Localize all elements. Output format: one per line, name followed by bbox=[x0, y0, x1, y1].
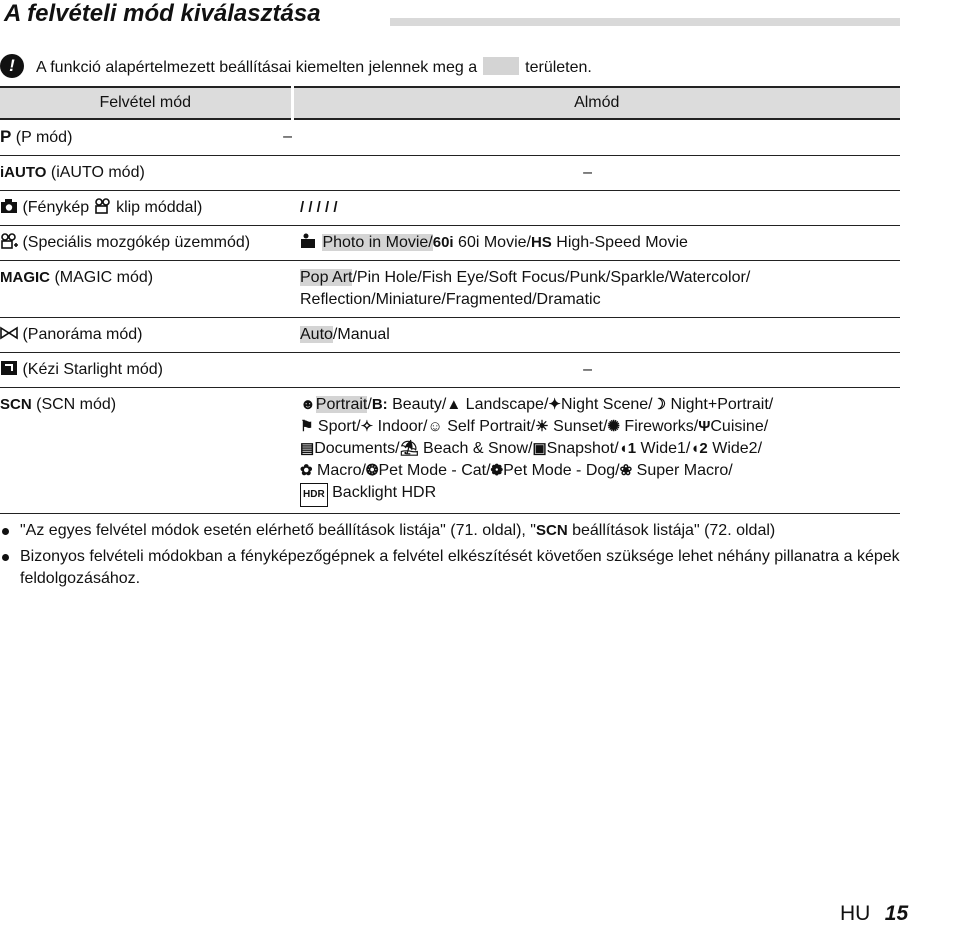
page-title: A felvételi mód kiválasztása bbox=[4, 0, 321, 27]
table-row bbox=[0, 318, 900, 353]
scn-snapshot: Snapshot/ bbox=[546, 440, 619, 457]
table-row bbox=[0, 226, 900, 261]
scn-sunset: Sunset/ bbox=[548, 418, 608, 435]
60i-movie-label: 60i Movie/ bbox=[458, 234, 531, 251]
scn-indoor: Indoor/ bbox=[373, 418, 428, 435]
list-item bbox=[0, 520, 920, 542]
pet-dog-icon: ❁ bbox=[490, 462, 504, 479]
panorama-submodes bbox=[292, 318, 900, 353]
p-mode-symbol: P bbox=[0, 127, 12, 146]
scn-landscape: Landscape/ bbox=[461, 396, 549, 413]
starlight-submode: – bbox=[583, 361, 592, 378]
landscape-icon: ▲ bbox=[446, 396, 462, 413]
sunset-icon: ☀ bbox=[535, 418, 549, 435]
title-rule bbox=[390, 18, 900, 26]
table-row bbox=[0, 353, 900, 388]
magic-list-1-rest: /Pin Hole/Fish Eye/Soft Focus/Punk/Sparkle/Watercolor/ bbox=[352, 269, 751, 286]
page-footer bbox=[840, 902, 908, 928]
panorama-label: (Panoráma mód) bbox=[22, 326, 143, 343]
hdr-icon: HDR bbox=[300, 483, 328, 507]
wide1-icon: ◖1 bbox=[618, 440, 637, 457]
wide2-icon: ◖2 bbox=[690, 440, 708, 457]
bullet-dot bbox=[2, 554, 9, 561]
scn-portrait: Portrait bbox=[315, 396, 368, 413]
p-submode: – bbox=[283, 128, 292, 145]
bullet-1-text-2: beállítások listája" (72. oldal) bbox=[567, 522, 776, 539]
language-code: HU bbox=[840, 902, 871, 925]
list-item bbox=[0, 546, 920, 590]
scn-pet-cat: Pet Mode - Cat/ bbox=[378, 462, 491, 479]
scn-beach: Beach & Snow/ bbox=[418, 440, 533, 457]
table-header bbox=[0, 87, 900, 119]
photo-in-movie-icon bbox=[300, 233, 318, 249]
magic-symbol: MAGIC bbox=[0, 269, 50, 286]
special-movie-mode bbox=[0, 226, 292, 261]
scn-self-portrait: Self Portrait/ bbox=[442, 418, 536, 435]
scn-symbol: SCN bbox=[0, 396, 32, 413]
cuisine-icon: Ψ bbox=[698, 418, 711, 435]
bullet-1-symbol: SCN bbox=[535, 522, 568, 539]
iauto-mode-label: (iAUTO mód) bbox=[50, 164, 145, 181]
bullet-dot bbox=[2, 528, 9, 535]
scn-mode bbox=[0, 388, 292, 514]
special-movie-label: (Speciális mozgókép üzemmód) bbox=[22, 234, 251, 251]
magic-submodes bbox=[292, 261, 900, 318]
scn-wide1: Wide1/ bbox=[636, 440, 691, 457]
starlight-label: (Kézi Starlight mód) bbox=[22, 361, 163, 378]
camera-icon bbox=[0, 198, 18, 214]
header-mode: Felvétel mód bbox=[0, 87, 292, 119]
title-bar bbox=[0, 0, 900, 30]
photo-clip-label-2: klip móddal) bbox=[116, 199, 203, 216]
super-macro-icon: ❀ bbox=[619, 462, 633, 479]
self-portrait-icon: ☺ bbox=[427, 418, 443, 435]
photo-in-movie-label: Photo in Movie/ bbox=[322, 234, 433, 251]
scn-macro: Macro/ bbox=[312, 462, 366, 479]
bullet-1-text: "Az egyes felvétel módok esetén elérhető beállítások listája" (71. oldal), " bbox=[20, 522, 536, 539]
special-movie-submodes bbox=[292, 226, 900, 261]
magic-label: (MAGIC mód) bbox=[54, 269, 154, 286]
sport-icon: ⚑ bbox=[300, 418, 314, 435]
scn-backlight-hdr: Backlight HDR bbox=[332, 484, 437, 501]
note-text bbox=[36, 57, 592, 77]
pop-art-highlight: Pop Art bbox=[300, 269, 353, 286]
warning-icon: ! bbox=[0, 54, 24, 78]
scn-line-4 bbox=[300, 460, 892, 482]
highlight-swatch bbox=[483, 57, 519, 75]
bullet-2-text: Bizonyos felvételi módokban a fényképezőgépnek a felvétel elkészítését követően szüksége lehet néhány pillanatra a képek feldolgozásához. bbox=[20, 548, 900, 587]
night-portrait-icon: ☽ bbox=[652, 396, 667, 413]
header-submode: Almód bbox=[292, 87, 900, 119]
table-row bbox=[0, 191, 900, 226]
table-row bbox=[0, 156, 900, 191]
fireworks-icon: ✺ bbox=[607, 418, 620, 435]
high-speed-label: High-Speed Movie bbox=[556, 234, 688, 251]
panorama-manual: /Manual bbox=[332, 326, 390, 343]
beach-snow-icon: ⛱ bbox=[399, 440, 419, 457]
night-scene-icon: ✦ bbox=[548, 396, 561, 413]
scn-fireworks: Fireworks/ bbox=[619, 418, 699, 435]
scn-pet-dog: Pet Mode - Dog/ bbox=[503, 462, 620, 479]
photo-clip-mode bbox=[0, 191, 292, 226]
scn-label: (SCN mód) bbox=[36, 396, 117, 413]
indoor-icon: ✧ bbox=[360, 418, 374, 435]
scn-submodes bbox=[292, 388, 900, 514]
table-row bbox=[0, 261, 900, 318]
snapshot-icon: ▣ bbox=[532, 440, 547, 457]
panorama-mode bbox=[0, 318, 292, 353]
scn-cuisine: Cuisine/ bbox=[710, 418, 769, 435]
iauto-mode-symbol: iAUTO bbox=[0, 164, 47, 181]
scn-line-3 bbox=[300, 438, 892, 460]
macro-icon: ✿ bbox=[300, 462, 313, 479]
scn-wide2: Wide2/ bbox=[707, 440, 763, 457]
scn-line-5 bbox=[300, 482, 892, 507]
page-number: 15 bbox=[884, 902, 909, 925]
photo-clip-label: (Fénykép bbox=[22, 199, 90, 216]
hs-icon: HS bbox=[530, 234, 552, 251]
beauty-icon: B: bbox=[371, 396, 388, 413]
scn-documents: Documents/ bbox=[314, 440, 400, 457]
scn-sep: / bbox=[367, 396, 372, 413]
portrait-icon: ☻ bbox=[300, 396, 316, 413]
movie-icon bbox=[94, 198, 112, 214]
pet-cat-icon: ❂ bbox=[365, 462, 379, 479]
iauto-submode: – bbox=[583, 164, 592, 181]
scn-super-macro: Super Macro/ bbox=[632, 462, 733, 479]
scn-line-1 bbox=[300, 394, 892, 416]
table-row bbox=[0, 119, 900, 156]
scn-night-portrait: Night+Portrait/ bbox=[666, 396, 774, 413]
note-prefix: A funkció alapértelmezett beállításai kiemelten jelennek meg a bbox=[36, 59, 478, 76]
scn-night: Night Scene/ bbox=[560, 396, 653, 413]
p-mode-label: (P mód) bbox=[15, 129, 73, 146]
panorama-auto: Auto bbox=[300, 326, 333, 343]
photo-clip-submodes bbox=[292, 191, 900, 226]
magic-list-2: Reflection/Miniature/Fragmented/Dramatic bbox=[300, 291, 601, 308]
special-movie-icon bbox=[0, 233, 18, 249]
starlight-icon bbox=[0, 360, 18, 376]
scn-sport: Sport/ bbox=[313, 418, 361, 435]
documents-icon: ▤ bbox=[300, 440, 315, 457]
note-suffix: területen. bbox=[525, 59, 592, 76]
scn-beauty: Beauty/ bbox=[387, 396, 447, 413]
60i-icon: 60i bbox=[432, 234, 454, 251]
notes-list bbox=[0, 520, 920, 594]
magic-mode bbox=[0, 261, 292, 318]
mode-table bbox=[0, 86, 900, 514]
scn-line-2 bbox=[300, 416, 892, 438]
panorama-icon bbox=[0, 325, 18, 341]
table-row bbox=[0, 388, 900, 514]
clip-length-icons: / / / / / bbox=[300, 199, 338, 216]
